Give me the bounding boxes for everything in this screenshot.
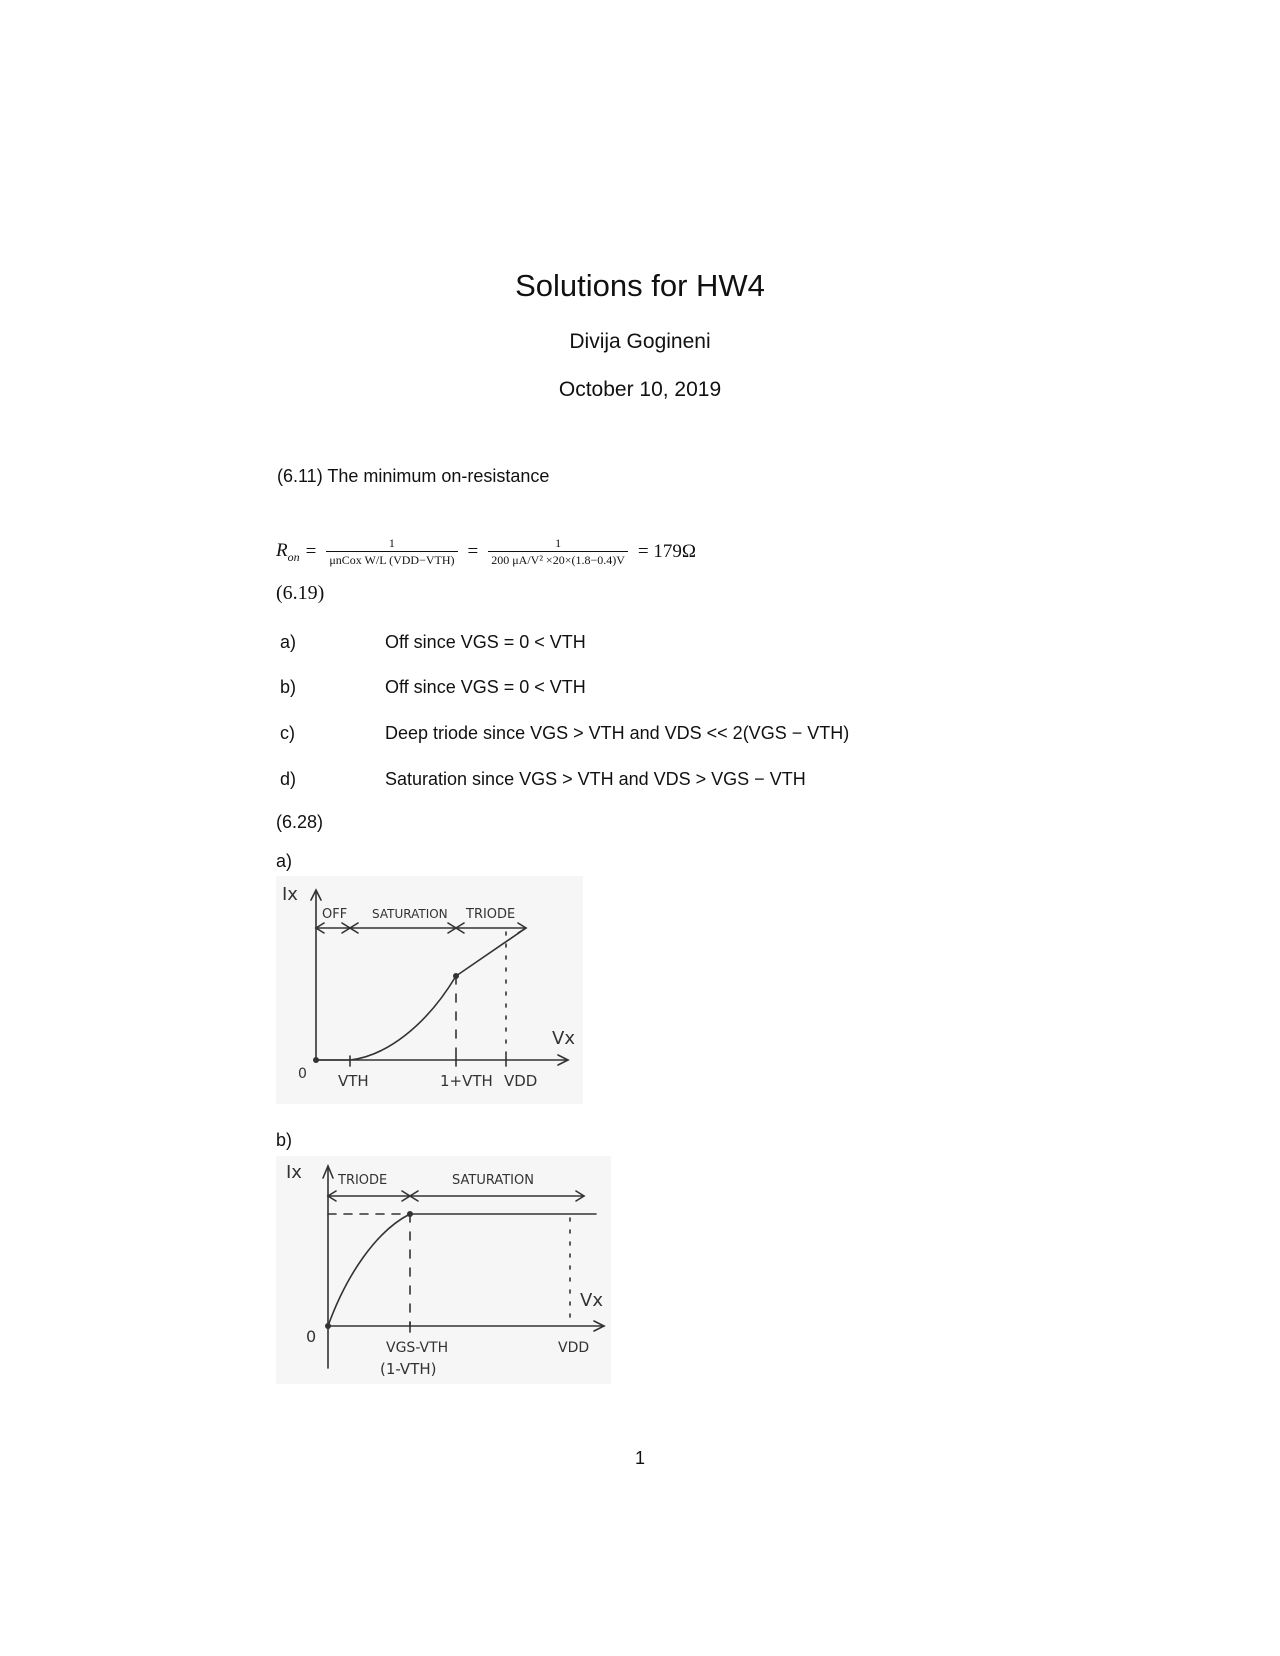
- item-d-label: d): [280, 769, 297, 789]
- document-date: October 10, 2019: [558, 378, 722, 401]
- document-author: Divija Gogineni: [569, 330, 711, 353]
- problem-619-heading: (6.19): [276, 582, 325, 604]
- item-a-label: a): [280, 632, 297, 652]
- sketch-b-y-label: Ix: [286, 1162, 302, 1183]
- sketch-a-region-saturation: SATURATION: [372, 907, 448, 921]
- sketch-b-ix-vs-vx: [276, 1156, 611, 1384]
- sketch-b-region-triode: TRIODE: [338, 1173, 388, 1188]
- part-a-label: a): [276, 851, 293, 871]
- item-c-label: c): [280, 723, 295, 743]
- on-resistance-equation: [276, 536, 702, 568]
- item-b-text: Off since VGS = 0 < VTH: [385, 677, 586, 697]
- sketch-b-tick-vdd: VDD: [558, 1340, 590, 1356]
- sketch-a-tick-1-plus-vth: 1+VTH: [440, 1072, 493, 1090]
- item-d-text: Saturation since VGS > VTH and VDS > VGS − VTH: [385, 769, 806, 789]
- equals-sign: =: [305, 541, 317, 562]
- item-b-label: b): [280, 677, 297, 697]
- sketch-b-tick-vgs-vth: VGS-VTH: [386, 1340, 449, 1356]
- sketch-a-ix-vs-vx: [276, 876, 583, 1104]
- sketch-b-x-label: Vx: [580, 1290, 603, 1311]
- sketch-b-origin: 0: [306, 1327, 317, 1346]
- document-title: Solutions for HW4: [515, 268, 765, 303]
- sketch-a-x-label: Vx: [552, 1028, 575, 1049]
- sketch-a-tick-vdd: VDD: [504, 1072, 538, 1090]
- sketch-b-tick-1-minus-vth: (1-VTH): [380, 1360, 437, 1378]
- page-number: 1: [634, 1448, 645, 1468]
- equation-fraction-numeric: $\frac{1}{\text{200 μA/V² ×20×(1.8−0.4)V}}$: [488, 536, 628, 568]
- sketch-a-region-triode: TRIODE: [466, 907, 516, 922]
- sketch-a-region-off: OFF: [322, 907, 348, 922]
- equation-fraction-symbolic: $\frac{1}{\text{μnCox W/L (VDD−VTH)}}$: [326, 536, 457, 568]
- sketch-b-region-saturation: SATURATION: [452, 1173, 534, 1188]
- part-b-label: b): [276, 1130, 293, 1150]
- sketch-a-origin: 0: [298, 1066, 307, 1082]
- equation-result: = 179Ω: [637, 541, 696, 562]
- problem-628-heading: (6.28): [276, 812, 324, 832]
- item-c-text: Deep triode since VGS > VTH and VDS << 2(VGS − VTH): [385, 723, 850, 743]
- equals-sign: =: [467, 541, 479, 562]
- sketch-a-y-label: Ix: [282, 884, 298, 905]
- problem-611-heading: (6.11) The minimum on-resistance: [277, 466, 550, 486]
- item-a-text: Off since VGS = 0 < VTH: [385, 632, 586, 652]
- equation-lhs: $R_{on}$: [276, 539, 300, 564]
- sketch-a-tick-vth: VTH: [338, 1072, 369, 1090]
